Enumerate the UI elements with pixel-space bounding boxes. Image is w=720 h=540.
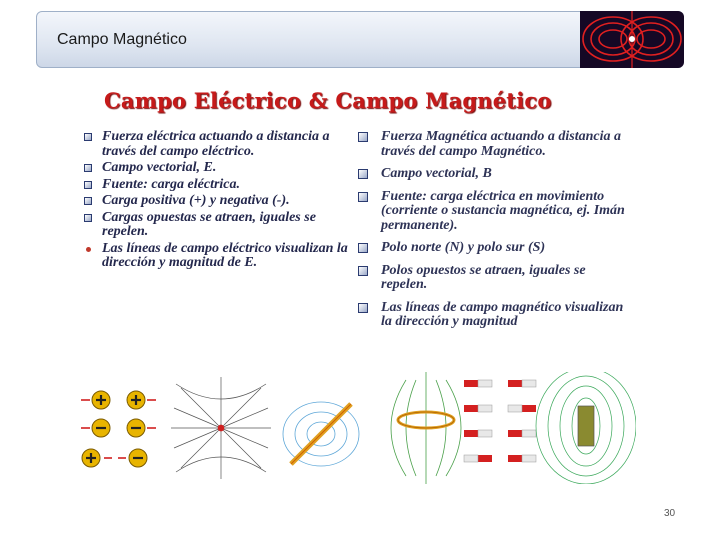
list-item (84, 130, 354, 159)
list-item (84, 178, 354, 193)
list-item-text: Campo vectorial, B (381, 166, 492, 181)
list-item (84, 242, 354, 271)
electric-field-list (84, 130, 354, 273)
bullet-square-icon (84, 164, 92, 172)
bullet-square-icon (84, 197, 92, 205)
bar-magnets-figure (464, 380, 536, 462)
list-item (358, 167, 628, 182)
bullet-square-icon (358, 169, 368, 179)
list-item (84, 211, 354, 240)
list-item-text: Fuerza Magnética actuando a distancia a través del campo Magnético. (381, 129, 621, 159)
page-number: 30 (664, 508, 676, 519)
magnetic-field-list (358, 130, 628, 338)
bullet-square-icon (358, 266, 368, 276)
list-item-text: Fuerza eléctrica actuando a distancia a través del campo eléctrico. (102, 129, 330, 159)
list-item-text: Las líneas de campo magnético visualizan la dirección y magnitud (381, 299, 624, 329)
bullet-square-icon (84, 133, 92, 141)
bullet-square-icon (358, 192, 368, 202)
list-item-text: Carga positiva (+) y negativa (-). (102, 193, 290, 208)
bullet-square-icon (84, 214, 92, 222)
list-item (358, 264, 628, 293)
list-item-text: Polos opuestos se atraen, iguales se repelen. (381, 262, 586, 292)
wire-magnetic-field-figure (283, 402, 359, 466)
list-item (84, 161, 354, 176)
header-title: Campo Magnético (57, 31, 187, 48)
current-loop-field-figure (391, 372, 461, 484)
list-item (358, 190, 628, 234)
electric-field-lines-figure (171, 377, 271, 479)
list-item-text: Las líneas de campo eléctrico visualizan la dirección y magnitud de E. (102, 240, 348, 270)
list-item-text: Fuente: carga eléctrica. (102, 176, 241, 192)
header-bar (36, 11, 684, 68)
list-item (84, 194, 354, 209)
bullet-square-icon (84, 181, 92, 189)
slide-title: Campo Eléctrico & Campo Magnético (104, 88, 552, 113)
bar-magnet-field-lines-figure (536, 372, 636, 484)
list-item-text: Polo norte (N) y polo sur (S) (381, 240, 546, 255)
bullet-dot-icon (86, 247, 91, 252)
magnetic-field-thumbnail (580, 11, 684, 68)
list-item (358, 130, 628, 159)
bullet-square-icon (358, 243, 368, 253)
illustration-strip (76, 372, 636, 484)
list-item (358, 301, 628, 330)
bullet-square-icon (358, 132, 368, 142)
charges-interaction-figure (81, 391, 156, 467)
list-item-text: Cargas opuestas se atraen, iguales se repelen. (102, 209, 316, 239)
list-item (358, 241, 628, 256)
list-item-text: Fuente: carga eléctrica en movimiento (corriente o sustancia magnética, ej. Imán permanente). (381, 188, 625, 233)
list-item-text: Campo vectorial, E. (102, 160, 217, 175)
bullet-square-icon (358, 303, 368, 313)
